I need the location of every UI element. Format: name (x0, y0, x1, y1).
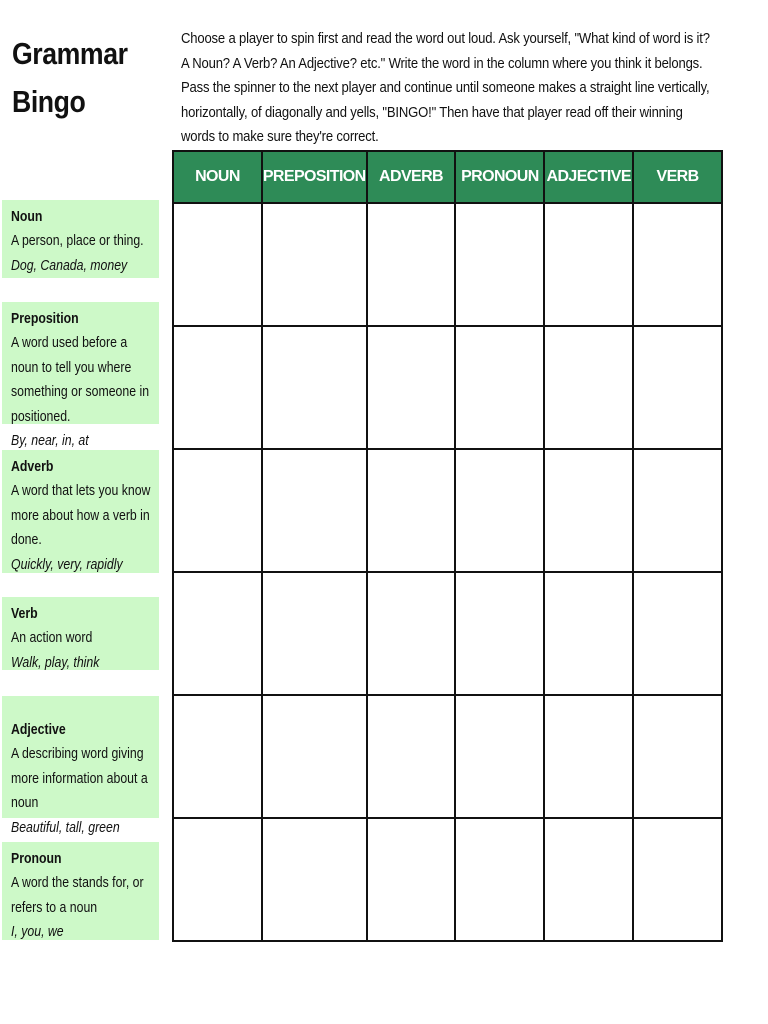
bingo-cell[interactable] (634, 696, 721, 817)
definition-noun (2, 200, 159, 278)
definition-desc: An action word (11, 630, 93, 647)
definition-example: Quickly, very, rapidly (11, 556, 123, 573)
title-line-1: Grammar (12, 36, 128, 71)
bingo-cell[interactable] (263, 327, 366, 448)
bingo-cell[interactable] (456, 450, 543, 571)
column-header-verb: VERB (634, 152, 721, 202)
definition-desc: A person, place or thing. (11, 233, 144, 250)
definition-term: Adjective (11, 722, 66, 738)
definition-pronoun (2, 842, 159, 940)
page-title (12, 30, 128, 126)
bingo-cell[interactable] (174, 450, 261, 571)
column-header-preposition: PREPOSITION (263, 152, 366, 202)
definition-desc: A word that lets you know more about how a verb in done. (11, 483, 151, 549)
bingo-cell[interactable] (263, 450, 366, 571)
definition-example: Dog, Canada, money (11, 257, 128, 274)
bingo-cell[interactable] (545, 573, 632, 694)
definition-desc: A describing word giving more information about a noun (11, 746, 148, 812)
bingo-cell[interactable] (368, 450, 455, 571)
bingo-cell[interactable] (634, 573, 721, 694)
definition-example: By, near, in, at (11, 433, 89, 450)
bingo-cell[interactable] (263, 573, 366, 694)
definition-adjective (2, 696, 159, 836)
bingo-cell[interactable] (456, 204, 543, 325)
bingo-cell[interactable] (634, 204, 721, 325)
bingo-cell[interactable] (634, 450, 721, 571)
bingo-cell[interactable] (263, 696, 366, 817)
bingo-cell[interactable] (456, 327, 543, 448)
column-header-adjective: ADJECTIVE (545, 152, 632, 202)
bingo-cell[interactable] (368, 573, 455, 694)
definition-example: I, you, we (11, 924, 64, 941)
column-header-pronoun: PRONOUN (456, 152, 543, 202)
definition-term: Noun (11, 209, 43, 225)
definition-term: Adverb (11, 459, 54, 475)
bingo-cell[interactable] (174, 327, 261, 448)
definition-adverb (2, 450, 159, 573)
bingo-cell[interactable] (545, 450, 632, 571)
bingo-cell[interactable] (368, 696, 455, 817)
bingo-cell[interactable] (634, 327, 721, 448)
bingo-cell[interactable] (174, 573, 261, 694)
bingo-cell[interactable] (368, 204, 455, 325)
definition-desc: A word used before a noun to tell you where something or someone in positioned. (11, 335, 150, 425)
bingo-cell[interactable] (634, 819, 721, 940)
bingo-grid (172, 150, 723, 942)
definition-term: Verb (11, 606, 38, 622)
bingo-cell[interactable] (456, 696, 543, 817)
bingo-cell[interactable] (368, 819, 455, 940)
definition-verb (2, 597, 159, 670)
column-header-noun: NOUN (174, 152, 261, 202)
bingo-cell[interactable] (456, 819, 543, 940)
bingo-cell[interactable] (174, 204, 261, 325)
column-header-adverb: ADVERB (368, 152, 455, 202)
bingo-cell[interactable] (456, 573, 543, 694)
definition-preposition (2, 302, 159, 450)
bingo-cell[interactable] (545, 819, 632, 940)
bingo-cell[interactable] (368, 327, 455, 448)
instructions-text: Choose a player to spin first and read the word out loud. Ask yourself, "What kind of word is it? A Noun? A Verb? An Adjective? etc." Write the word in the column where you think it belongs. Pass the spinner to the next player and continue until someone makes a straight line vertically, horizontally, of diagonally and yells, "BINGO!" Then have that player read off their winning words to make sure they're correct. (181, 30, 710, 146)
title-line-2: Bingo (12, 84, 86, 120)
bingo-cell[interactable] (174, 819, 261, 940)
definition-example: Beautiful, tall, green (11, 819, 120, 836)
definition-term: Preposition (11, 311, 79, 327)
bingo-cell[interactable] (545, 327, 632, 448)
bingo-cell[interactable] (174, 696, 261, 817)
bingo-cell[interactable] (545, 204, 632, 325)
definition-example: Walk, play, think (11, 654, 100, 671)
definition-desc: A word the stands for, or refers to a noun (11, 875, 144, 916)
bingo-cell[interactable] (545, 696, 632, 817)
bingo-cell[interactable] (263, 204, 366, 325)
bingo-cell[interactable] (263, 819, 366, 940)
definition-term: Pronoun (11, 851, 62, 867)
